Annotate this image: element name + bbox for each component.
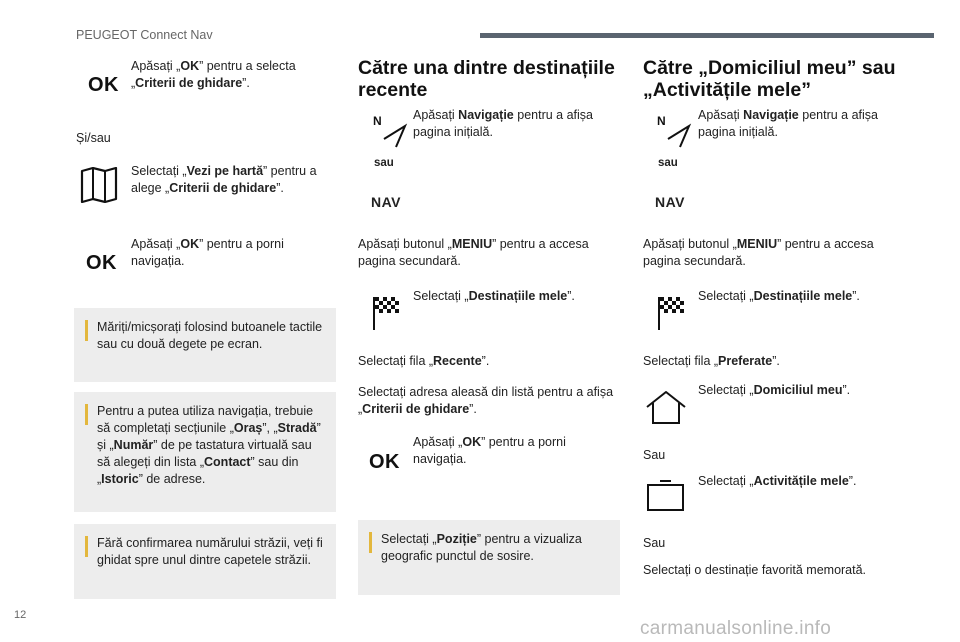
section-title-home-work: Către „Domiciliul meu” sau „Activitățile mele” (643, 57, 896, 101)
or-label: sau (658, 157, 678, 169)
note-position (358, 520, 620, 595)
note-bar (85, 320, 88, 341)
press-navigation-instruction: Apăsați Navigație pentru a afișa pagina inițială. (413, 108, 593, 139)
note-zoom (74, 308, 336, 382)
checkered-flag-icon (655, 293, 687, 336)
header-rule (480, 33, 934, 38)
ok-button-icon: OK (86, 252, 117, 274)
note-bar (85, 404, 88, 425)
note-text: Fără confirmarea numărului străzii, veți fi ghidat spre unul dintre capetele străzii. (97, 536, 323, 567)
nav-button-icon: NAV (655, 194, 686, 210)
my-activities-instruction: Selectați „Activitățile mele”. (698, 474, 857, 488)
favorite-destination-instruction: Selectați o destinație favorită memorată. (643, 563, 867, 577)
watermark: carmanualsonline.info (640, 618, 832, 639)
ok-button-icon: OK (88, 74, 119, 96)
recent-tab-instruction: Selectați fila „Recente”. (358, 354, 490, 368)
choose-address-instruction: Selectați adresa aleasă din listă pentru a afișa „Criterii de ghidare”. (358, 385, 614, 416)
my-home-instruction: Selectați „Domiciliul meu”. (698, 383, 851, 397)
note-address-fields (74, 392, 336, 512)
or-label: sau (374, 157, 394, 169)
my-destinations-instruction: Selectați „Destinațiile mele”. (413, 289, 575, 303)
map-icon (80, 167, 118, 208)
document-header: PEUGEOT Connect Nav (76, 28, 213, 42)
favorites-tab-instruction: Selectați fila „Preferate”. (643, 354, 780, 368)
note-text: Pentru a putea utiliza navigația, trebuie să completați secțiunile „Oraș”, „Stradă” și „Număr” de pe tastatura virtuală sau să alegeți din lista „Contact” sau din „Istoric” de adrese. (97, 404, 321, 486)
note-text: Măriți/micșorați folosind butoanele tactile sau cu două degete pe ecran. (97, 320, 323, 351)
press-menu-instruction: Apăsați butonul „MENIU” pentru a accesa pagina secundară. (643, 237, 874, 268)
ok-start-instruction: Apăsați „OK” pentru a porni navigația. (131, 237, 284, 268)
press-navigation-instruction: Apăsați Navigație pentru a afișa pagina inițială. (698, 108, 878, 139)
nav-button-icon: NAV (371, 194, 402, 210)
ok-select-instruction: Apăsați „OK” pentru a selecta „Criterii de ghidare”. (131, 59, 296, 90)
my-destinations-instruction: Selectați „Destinațiile mele”. (698, 289, 860, 303)
north-letter: N (657, 114, 666, 128)
or-label: Sau (643, 536, 666, 550)
page-number: 12 (14, 609, 27, 621)
note-bar (369, 532, 372, 553)
note-text: Selectați „Poziție” pentru a vizualiza geografic punctul de sosire. (381, 532, 582, 563)
and-or-label: Și/sau (76, 131, 111, 145)
or-label: Sau (643, 448, 666, 462)
section-title-recent: Către una dintre destinațiile recente (358, 57, 615, 101)
ok-button-icon: OK (369, 451, 400, 473)
checkered-flag-icon (370, 293, 402, 336)
ok-start-instruction: Apăsați „OK” pentru a porni navigația. (413, 435, 566, 466)
press-menu-instruction: Apăsați butonul „MENIU” pentru a accesa pagina secundară. (358, 237, 589, 268)
briefcase-icon (646, 478, 686, 517)
view-on-map-instruction: Selectați „Vezi pe hartă” pentru a alege „Criterii de ghidare”. (131, 164, 317, 195)
note-street-number (74, 524, 336, 599)
north-letter: N (373, 114, 382, 128)
note-bar (85, 536, 88, 557)
home-icon (645, 390, 687, 431)
